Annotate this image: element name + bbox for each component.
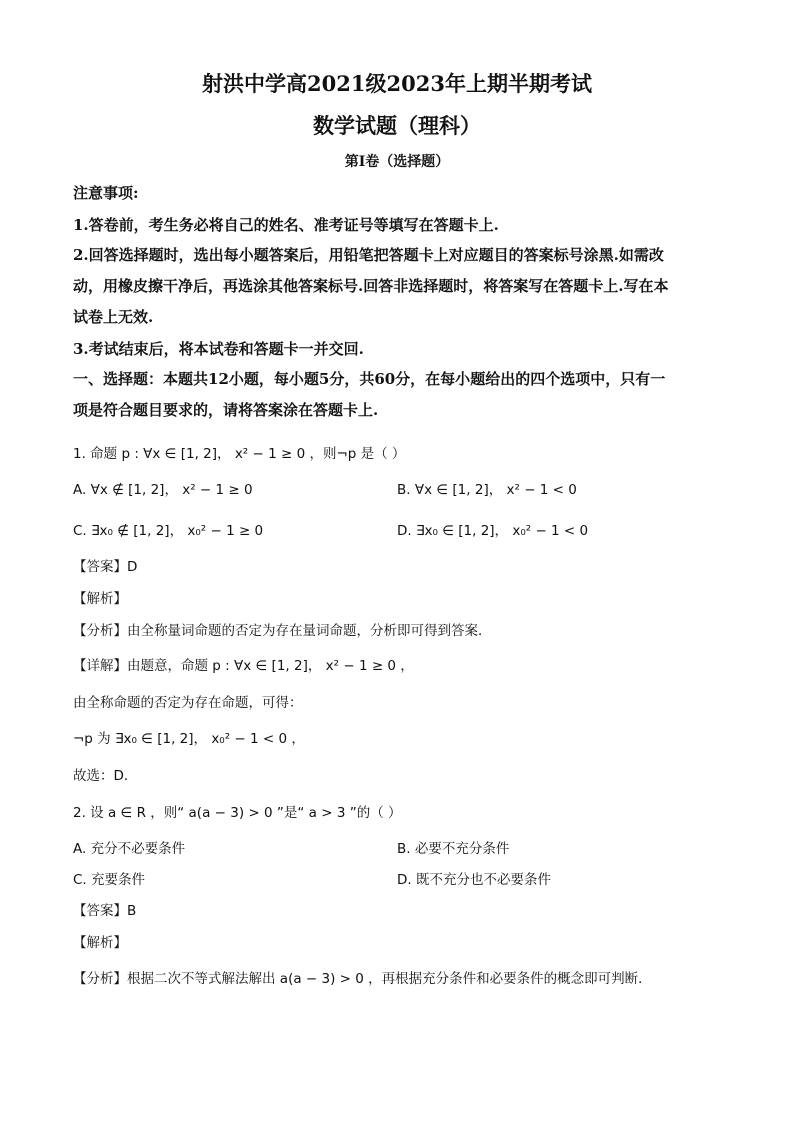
q2-fenxi: 【分析】根据二次不等式解法解出 a(a − 3) > 0 ，再根据充分条件和必要条件的概念即可判断． xyxy=(73,971,652,987)
q1-option-a: A. ∀x ∉ [1, 2]， x² − 1 ≥ 0 xyxy=(73,482,253,498)
notice-item-3: 3.考试结束后，将本试卷和答题卡一并交回. xyxy=(73,340,364,358)
q1-line2: 由全称命题的否定为存在命题，可得： xyxy=(73,695,303,711)
q2-option-c: C. 充要条件 xyxy=(73,872,146,888)
part1-intro-b: 项是符合题目要求的，请将答案涂在答题卡上. xyxy=(73,401,379,419)
q1-option-d: D. ∃x₀ ∈ [1, 2]， x₀² − 1 < 0 xyxy=(397,523,589,539)
subject-title: 数学试题（理科） xyxy=(313,113,481,138)
section-title: 第I卷（选择题） xyxy=(344,154,450,170)
q1-stem: 1. 命题 p : ∀x ∈ [1, 2]， x² − 1 ≥ 0 ，则¬p 是（ ） xyxy=(73,446,406,462)
q2-option-a: A. 充分不必要条件 xyxy=(73,841,186,857)
notice-item-2b: 动，用橡皮擦干净后，再选涂其他答案标号.回答非选择题时，将答案写在答题卡上.写在本 xyxy=(73,277,669,295)
q2-option-b: B. 必要不充分条件 xyxy=(397,841,510,857)
exam-title: 射洪中学高2021级2023年上期半期考试 xyxy=(202,71,592,96)
q2-answer: 【答案】B xyxy=(73,903,137,919)
q2-option-d: D. 既不充分也不必要条件 xyxy=(397,872,551,888)
notice-item-2c: 试卷上无效. xyxy=(73,308,154,326)
q2-stem: 2. 设 a ∈ R ，则“ a(a − 3) > 0 ”是“ a > 3 ”的（ ） xyxy=(73,805,402,821)
q1-option-c: C. ∃x₀ ∉ [1, 2]， x₀² − 1 ≥ 0 xyxy=(73,523,264,539)
q1-answer: 【答案】D xyxy=(73,559,138,575)
q2-analysis-label: 【解析】 xyxy=(73,935,127,951)
q1-xiangjie: 【详解】由题意，命题 p : ∀x ∈ [1, 2]， x² − 1 ≥ 0 ， xyxy=(73,658,414,674)
q1-line3: ¬p 为 ∃x₀ ∈ [1, 2]， x₀² − 1 < 0 ， xyxy=(73,731,305,747)
q1-analysis-label: 【解析】 xyxy=(73,591,127,607)
notice-item-2a: 2.回答选择题时，选出每小题答案后，用铅笔把答题卡上对应题目的答案标号涂黑.如需改 xyxy=(73,246,664,264)
q1-option-b: B. ∀x ∈ [1, 2]， x² − 1 < 0 xyxy=(397,482,577,498)
notice-item-1: 1.答卷前，考生务必将自己的姓名、准考证号等填写在答题卡上. xyxy=(73,216,499,234)
notice-heading: 注意事项: xyxy=(73,184,139,202)
part1-intro-a: 一、选择题：本题共12小题，每小题5分，共60分，在每小题给出的四个选项中，只有一 xyxy=(73,370,666,388)
q1-line4: 故选：D． xyxy=(73,768,138,784)
q1-fenxi: 【分析】由全称量词命题的否定为存在量词命题，分析即可得到答案． xyxy=(73,623,492,639)
